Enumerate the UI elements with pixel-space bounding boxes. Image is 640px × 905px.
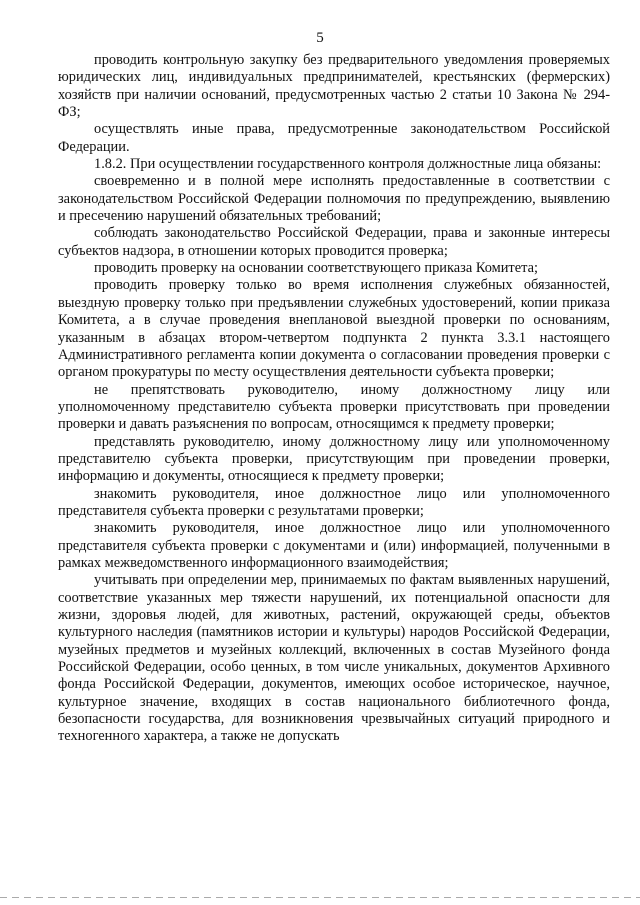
paragraph-section-1-8-2: 1.8.2. При осуществлении государственного контроля должностные лица обязаны: bbox=[94, 156, 602, 173]
paragraph-familiarize-documents: знакомить руководителя, иное должностное лицо или уполномоченного представителя субъекта проверки с документами и (или) информацией, полученными в рамках межведомственного информационного взаимодействия; bbox=[58, 520, 610, 571]
paragraph-consider-measures: учитывать при определении мер, принимаемых по фактам выявленных нарушений, соответствие указанных мер тяжести нарушений, их потенциальной опасности для жизни, здоровья людей, для животных, растений, окружающей среды, объектов культурного наследия (памятников истории и культуры) народов Российской Федерации, музейных предметов и музейных коллекций, включенных в состав Музейного фонда Российской Федерации, особо ценных, в том числе уникальных, документов Архивного фонда Российской Федерации, документов, имеющих особое историческое, научное, культурное значение, входящих в состав национального библиотечного фонда, безопасности государства, для возникновения чрезвычайных ситуаций природного и техногенного характера, а также не допускать bbox=[58, 572, 610, 745]
paragraph-control-purchase: проводить контрольную закупку без предварительного уведомления проверяемых юридических лиц, индивидуальных предпринимателей, крестьянских (фермерских) хозяйств при наличии оснований, предусмотренных частью 2 статьи 10 Закона № 294-ФЗ; bbox=[58, 52, 610, 121]
page-number: 5 bbox=[316, 30, 324, 46]
paragraph-not-obstruct: не препятствовать руководителю, иному должностному лицу или уполномоченному представителю субъекта проверки присутствовать при проведении проверки и давать разъяснения по вопросам, относящимся к предмету проверки; bbox=[58, 381, 610, 433]
paragraph-inspection-conduct: проводить проверку только во время исполнения служебных обязанностей, выездную проверку только при предъявлении служебных удостоверений, копии приказа Комитета, а в случае проведения внеплановой выездной проверки по основаниям, указанным в абзацах втором-четвертом подпункта 2 пункта 3.3.1 настоящего Административного регламента копии документа о согласовании проведения проверки с органом прокуратуры по месту осуществления деятельности субъекта проверки; bbox=[58, 277, 610, 381]
document-body bbox=[58, 52, 610, 746]
paragraph-provide-information: представлять руководителю, иному должностному лицу или уполномоченному представителю субъекта проверки, присутствующим при проведении проверки, информацию и документы, относящиеся к предмету проверки; bbox=[58, 433, 610, 485]
paragraph-order-basis: проводить проверку на основании соответствующего приказа Комитета; bbox=[94, 260, 538, 277]
paragraph-exercise-powers: своевременно и в полной мере исполнять предоставленные в соответствии с законодательством Российской Федерации полномочия по предупреждению, выявлению и пресечению нарушений обязательных требований; bbox=[58, 173, 610, 225]
paragraph-other-rights: осуществлять иные права, предусмотренные законодательством Российской Федерации. bbox=[58, 121, 610, 155]
paragraph-familiarize-results: знакомить руководителя, иное должностное лицо или уполномоченного представителя субъекта проверки с результатами проверки; bbox=[58, 485, 610, 519]
scan-edge-line bbox=[0, 897, 640, 898]
paragraph-observe-legislation: соблюдать законодательство Российской Федерации, права и законные интересы субъектов надзора, в отношении которых проводится проверка; bbox=[58, 225, 610, 259]
